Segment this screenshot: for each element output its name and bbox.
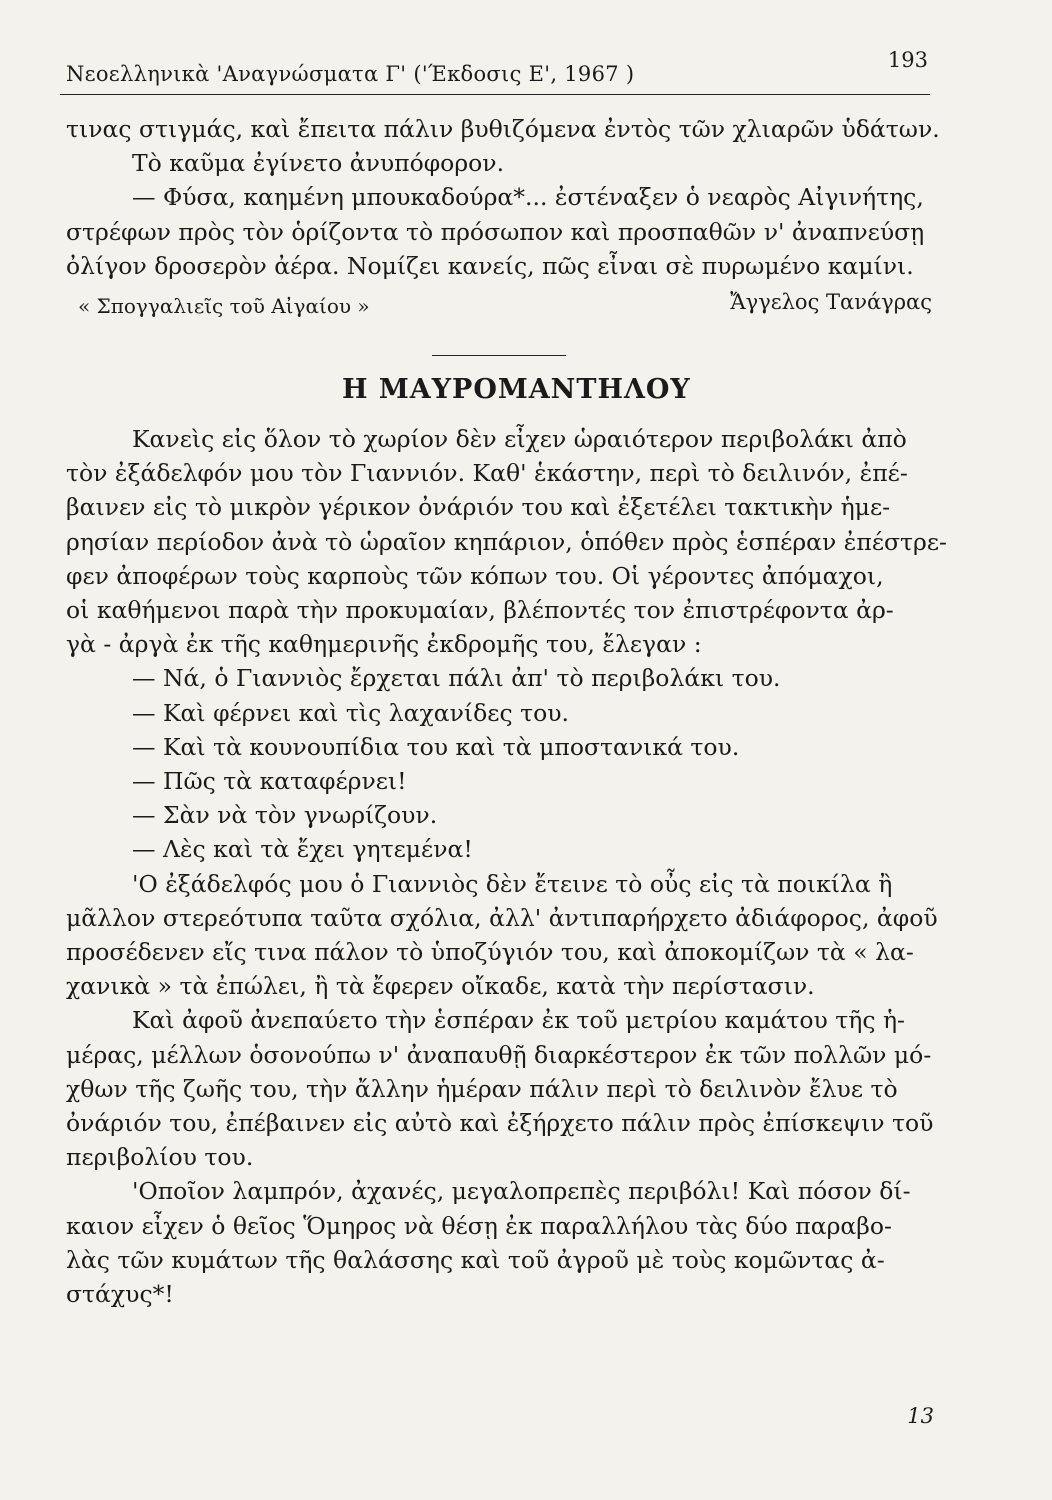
story-paragraph-1 <box>66 422 947 661</box>
text-line: χθων τῆς ζωῆς του, τὴν ἄλλην ἡμέραν πάλιν περὶ τὸ δειλινὸν ἔλυε τὸ <box>66 1074 898 1103</box>
text-line: στρέφων πρὸς τὸν ὁρίζοντα τὸ πρόσωπον καὶ προσπαθῶν ν' ἀναπνεύσῃ <box>66 217 925 246</box>
text-line: τινας στιγμάς, καὶ ἔπειτα πάλιν βυθιζόμενα ἐντὸς τῶν χλιαρῶν ὑδάτων. <box>66 115 940 143</box>
text-line: ρησίαν περίοδον ἀνὰ τὸ ὡραῖον κηπάριον, ὁπόθεν πρὸς ἑσπέραν ἐπέστρε- <box>66 527 947 556</box>
story-paragraph-3 <box>66 1003 932 1174</box>
text-line: περιβολίου του. <box>66 1143 254 1172</box>
page-header <box>60 42 930 95</box>
text-line: Κανεὶς εἰς ὅλον τὸ χωρίον δὲν εἶχεν ὡραιότερον περιβολάκι ἀπὸ <box>132 425 907 454</box>
intro-section <box>66 112 940 283</box>
text-line: καιον εἶχεν ὁ θεῖος Ὅμηρος νὰ θέσῃ ἐκ παραλλήλου τὰς δύο παραβο- <box>66 1211 892 1240</box>
dialogue-line: — Πῶς τὰ καταφέρνει! <box>132 767 407 796</box>
text-line: γὰ - ἀργὰ ἐκ τῆς καθημερινῆς ἐκδρομῆς του, ἔλεγαν : <box>66 630 702 659</box>
text-line: χανικὰ » τὰ ἐπώλει, ἢ τὰ ἔφερεν οἴκαδε, κατὰ τὴν περίστασιν. <box>66 972 815 1001</box>
dialogue-line: — Νά, ὁ Γιαννιὸς ἔρχεται πάλι ἀπ' τὸ περιβολάκι του. <box>132 664 781 693</box>
text-line: βαινεν εἰς τὸ μικρὸν γέρικον ὀνάριόν του καὶ ἐξετέλει τακτικὴν ἡμε- <box>66 493 891 522</box>
source-title: « Σπογγαλιεῖς τοῦ Αἰγαίου » <box>78 294 370 319</box>
text-line: λὰς τῶν κυμάτων τῆς θαλάσσης καὶ τοῦ ἀγροῦ μὲ τοὺς κομῶντας ἀ- <box>66 1245 885 1274</box>
text-line: Καὶ ἀφοῦ ἀνεπαύετο τὴν ἑσπέραν ἐκ τοῦ μετρίου καμάτου τῆς ἡ- <box>132 1006 905 1035</box>
text-line: φεν ἀποφέρων τοὺς καρποὺς τῶν κόπων του. Οἱ γέροντες ἀπόμαχοι, <box>66 561 884 590</box>
dialogue-line: — Καὶ τὰ κουνουπίδια του καὶ τὰ μποστανικά του. <box>132 732 740 761</box>
body-text <box>66 112 947 1311</box>
text-line: — Φύσα, καημένη μπουκαδούρα*... ἐστέναξεν ὁ νεαρὸς Αἰγινήτης, <box>132 183 924 212</box>
text-line: 'Ο ἐξάδελφός μου ὁ Γιαννιὸς δὲν ἔτεινε τὸ οὖς εἰς τὰ ποικίλα ἢ <box>132 869 893 898</box>
excerpt-credits <box>66 283 932 319</box>
text-line: 'Οποῖον λαμπρόν, ἀχανές, μεγαλοπρεπὲς περιβόλι! Καὶ πόσον δί- <box>132 1177 911 1206</box>
text-line: ὀλίγον δροσερὸν ἀέρα. Νομίζει κανείς, πῶς εἶναι σὲ πυρωμένο καμίνι. <box>66 251 914 280</box>
text-line: μᾶλλον στερεότυπα ταῦτα σχόλια, ἀλλ' ἀντιπαρήρχετο ἀδιάφορος, ἀφοῦ <box>66 903 938 932</box>
story-title: Η ΜΑΥΡΟΜΑΝΤΗΛΟΥ <box>342 374 691 406</box>
dialogue-line: — Καὶ φέρνει καὶ τὶς λαχανίδες του. <box>132 698 569 727</box>
dialogue-block <box>66 661 932 866</box>
text-line: μέρας, μέλλων ὁσονούπω ν' ἀναπαυθῇ διαρκέστερον ἐκ τῶν πολλῶν μό- <box>66 1040 932 1069</box>
running-head: Νεοελληνικὰ 'Αναγνώσματα Γ' ('Έκδοσις Ε', 1967 ) <box>66 62 635 86</box>
story-paragraph-2 <box>66 867 938 1004</box>
text-line: τὸν ἐξάδελφόν μου τὸν Γιαννιόν. Καθ' ἑκάστην, περὶ τὸ δειλινόν, ἐπέ- <box>66 459 908 488</box>
text-line: Τὸ καῦμα ἐγίνετο ἀνυπόφορον. <box>132 149 505 178</box>
section-divider <box>432 355 566 356</box>
dialogue-line: — Λὲς καὶ τὰ ἔχει γητεμένα! <box>132 835 473 864</box>
story-paragraph-4 <box>66 1174 932 1311</box>
dialogue-line: — Σὰν νὰ τὸν γνωρίζουν. <box>132 801 438 830</box>
text-line: προσέδενεν εἴς τινα πάλον τὸ ὑποζύγιόν του, καὶ ἀποκομίζων τὰ « λα- <box>66 938 914 967</box>
text-line: οἱ καθήμενοι παρὰ τὴν προκυμαίαν, βλέποντές τον ἐπιστρέφοντα ἀρ- <box>66 596 894 625</box>
text-line: στάχυς*! <box>66 1280 174 1309</box>
author-name: Ἄγγελος Τανάγρας <box>730 290 932 315</box>
text-line: ὀνάριόν του, ἐπέβαινεν εἰς αὐτὸ καὶ ἐξήρχετο πάλιν πρὸς ἐπίσκεψιν τοῦ <box>66 1109 934 1138</box>
signature-number: 13 <box>907 1404 934 1428</box>
page-number: 193 <box>887 48 928 72</box>
